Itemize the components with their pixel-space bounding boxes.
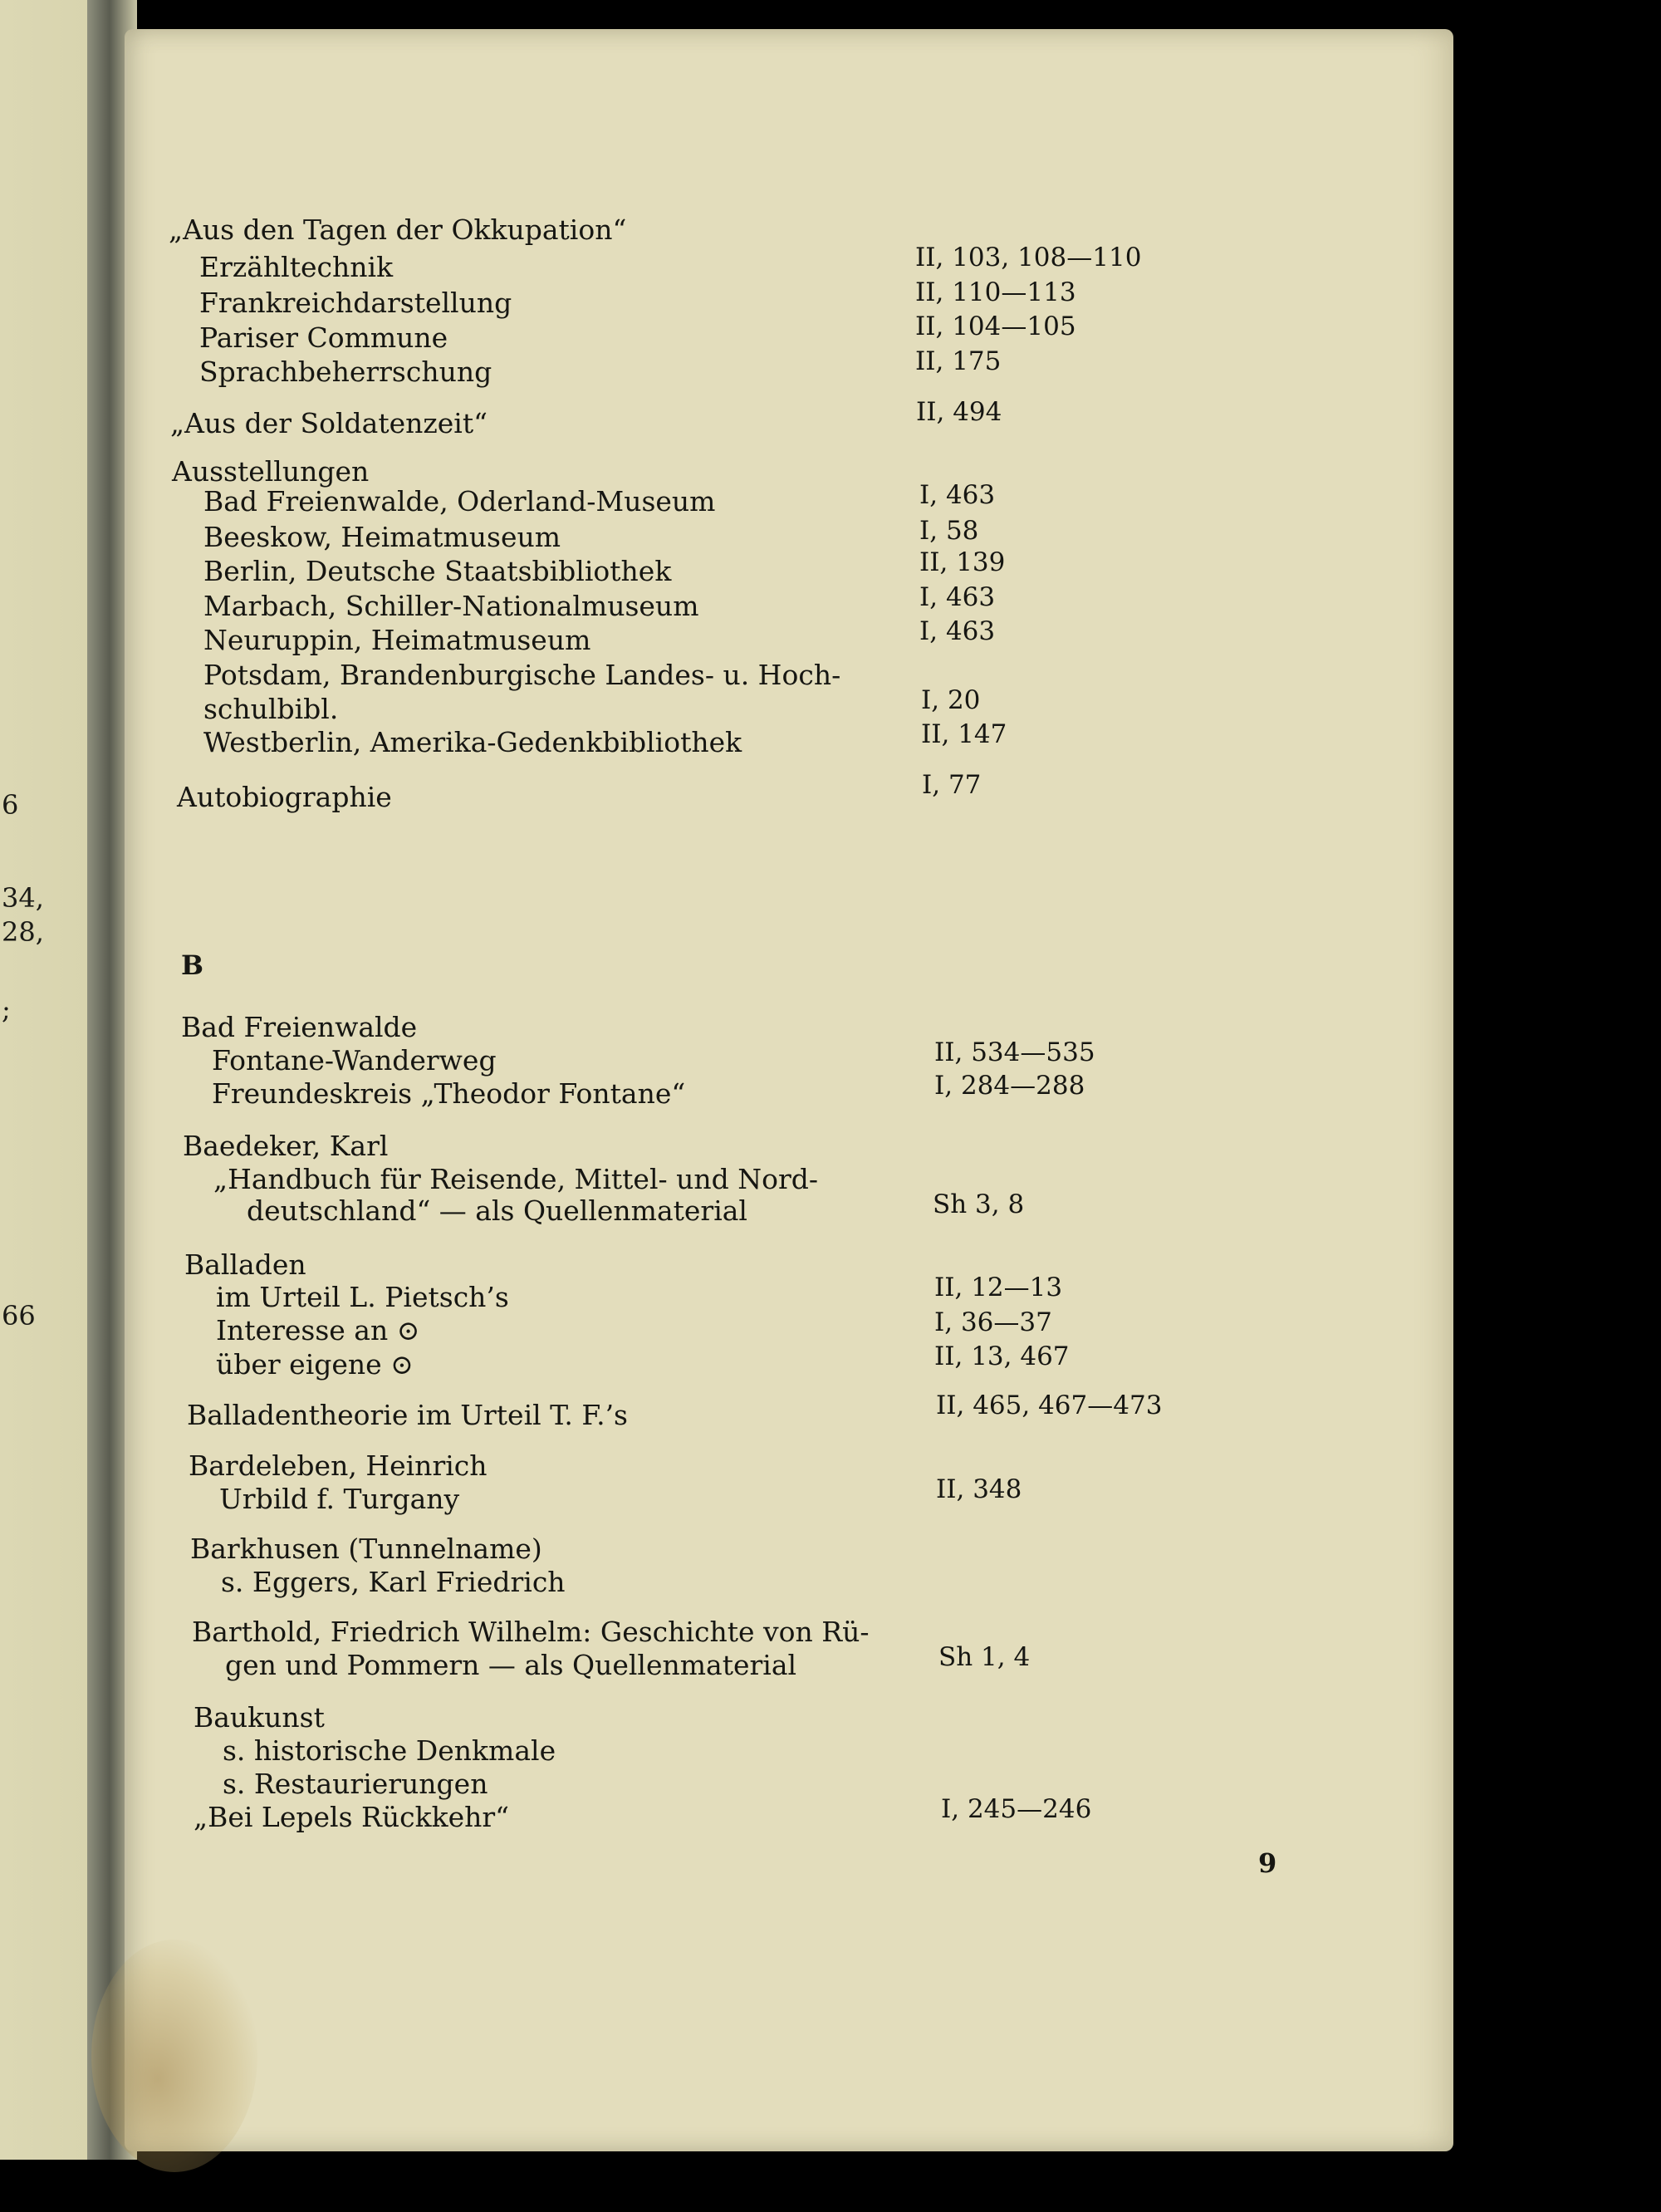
index-subterm: Erzähltechnik	[199, 251, 394, 283]
index-ref: I, 77	[922, 770, 982, 800]
index-subterm: s. Restaurierungen	[223, 1768, 488, 1800]
left-page-fragment: 66	[2, 1300, 36, 1332]
index-ref: I, 58	[919, 516, 979, 546]
index-subterm: Berlin, Deutsche Staatsbibliothek	[203, 555, 672, 587]
index-subterm: s. historische Denkmale	[223, 1734, 556, 1767]
index-ref: II, 147	[921, 719, 1007, 749]
index-term: Barthold, Friedrich Wilhelm: Geschichte von Rü-	[192, 1616, 870, 1648]
page-number: 9	[1258, 1847, 1277, 1879]
index-ref: I, 245—246	[941, 1794, 1092, 1824]
index-ref: II, 110—113	[915, 277, 1076, 307]
index-ref: II, 494	[916, 397, 1002, 427]
index-ref: II, 348	[936, 1474, 1022, 1504]
index-ref: II, 12—13	[934, 1273, 1063, 1302]
index-term: Baedeker, Karl	[183, 1130, 389, 1162]
index-ref: II, 139	[919, 547, 1006, 577]
index-term: „Bei Lepels Rückkehr“	[194, 1801, 509, 1833]
index-term: Ausstellungen	[172, 455, 370, 488]
index-subterm: Sprachbeherrschung	[199, 356, 492, 388]
index-ref: II, 103, 108—110	[915, 243, 1142, 272]
index-subterm: schulbibl.	[203, 693, 339, 725]
index-subterm: Pariser Commune	[199, 321, 448, 354]
index-subterm: Fontane-Wanderweg	[212, 1044, 497, 1077]
index-term: Balladentheorie im Urteil T. F.’s	[187, 1399, 628, 1431]
index-term: Barkhusen (Tunnelname)	[190, 1533, 542, 1565]
index-subterm: s. Eggers, Karl Friedrich	[221, 1566, 566, 1598]
index-term: Autobiographie	[177, 781, 392, 813]
index-subterm: gen und Pommern — als Quellenmaterial	[225, 1649, 797, 1681]
index-term: „Aus der Soldatenzeit“	[170, 407, 488, 439]
index-subterm: Interesse an ⊙	[216, 1314, 420, 1346]
index-subterm: im Urteil L. Pietsch’s	[216, 1281, 509, 1313]
index-ref: I, 20	[921, 685, 981, 715]
index-subterm: Beeskow, Heimatmuseum	[203, 521, 561, 553]
index-ref: I, 463	[919, 616, 996, 646]
index-ref: I, 463	[919, 480, 996, 510]
index-ref: II, 465, 467—473	[936, 1390, 1163, 1420]
index-ref: I, 284—288	[934, 1071, 1085, 1101]
index-subterm: Urbild f. Turgany	[219, 1483, 460, 1515]
index-term: Bad Freienwalde	[181, 1011, 418, 1043]
index-subterm: Bad Freienwalde, Oderland-Museum	[203, 485, 716, 517]
index-subterm: Freundeskreis „Theodor Fontane“	[212, 1077, 686, 1110]
index-ref: II, 534—535	[934, 1037, 1095, 1067]
left-page-fragment: 6	[2, 789, 19, 821]
index-subterm: über eigene ⊙	[216, 1348, 414, 1381]
index-term: Balladen	[184, 1248, 306, 1281]
index-subterm: deutschland“ — als Quellenmaterial	[247, 1194, 747, 1227]
index-term: Baukunst	[194, 1701, 325, 1734]
index-ref: II, 175	[915, 346, 1002, 376]
index-ref: Sh 3, 8	[933, 1189, 1025, 1219]
left-page-fragment: 34,	[2, 882, 44, 914]
index-subterm: Neuruppin, Heimatmuseum	[203, 624, 591, 656]
index-subterm: Potsdam, Brandenburgische Landes- u. Hoch-	[203, 659, 841, 691]
index-ref: II, 13, 467	[934, 1341, 1070, 1371]
left-page-fragment: 28,	[2, 916, 44, 948]
index-ref: II, 104—105	[915, 311, 1076, 341]
index-subterm: Westberlin, Amerika-Gedenkbibliothek	[203, 726, 742, 758]
index-term: „Aus den Tagen der Okkupation“	[169, 213, 627, 246]
index-ref: Sh 1, 4	[938, 1642, 1031, 1672]
section-letter: B	[181, 949, 204, 981]
index-ref: I, 36—37	[934, 1307, 1052, 1337]
index-subterm: Marbach, Schiller-Nationalmuseum	[203, 590, 699, 622]
index-ref: I, 463	[919, 582, 996, 612]
left-page-fragment: ;	[2, 993, 11, 1025]
index-subterm: Frankreichdarstellung	[199, 287, 512, 319]
index-term: Bardeleben, Heinrich	[189, 1449, 488, 1482]
index-subterm: „Handbuch für Reisende, Mittel- und Nord-	[213, 1163, 819, 1195]
